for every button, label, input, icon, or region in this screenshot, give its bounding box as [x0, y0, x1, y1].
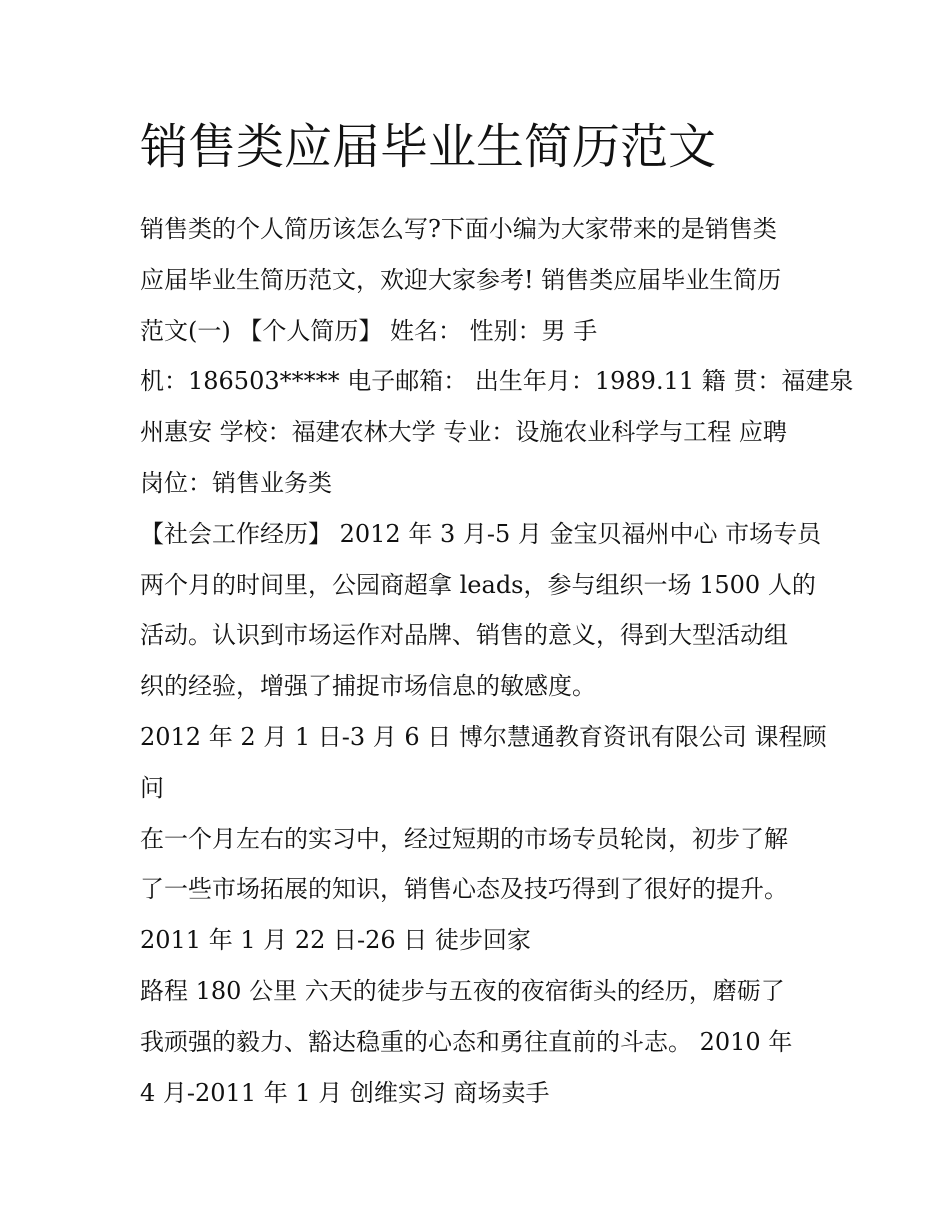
- text-line: 岗位：销售业务类: [140, 468, 332, 497]
- text-line: 2011 年 1 月 22 日-26 日 徒步回家: [140, 926, 531, 955]
- text-line: 应届毕业生简历范文，欢迎大家参考! 销售类应届毕业生简历: [140, 265, 782, 294]
- text-line: 了一些市场拓展的知识，销售心态及技巧得到了很好的提升。: [140, 875, 788, 904]
- document-page: [140, 112, 854, 1118]
- text-line: 我顽强的毅力、豁达稳重的心态和勇往直前的斗志。 2010 年: [140, 1027, 793, 1056]
- text-line: 范文(一) 【个人简历】 姓名： 性别：男 手: [140, 316, 598, 345]
- text-line: 销售类的个人简历该怎么写?下面小编为大家带来的是销售类: [140, 215, 777, 243]
- text-line: 两个月的时间里，公园商超拿 leads，参与组织一场 1500 人的: [140, 570, 816, 599]
- text-line: 问: [140, 773, 164, 802]
- document-title: 销售类应届毕业生简历范文: [140, 119, 717, 175]
- text-line: 2012 年 2 月 1 日-3 月 6 日 博尔慧通教育资讯有限公司 课程顾: [140, 722, 827, 751]
- document-body: [140, 204, 854, 1118]
- text-line: 活动。认识到市场运作对品牌、销售的意义，得到大型活动组: [140, 621, 788, 650]
- text-line: 州惠安 学校：福建农林大学 专业：设施农业科学与工程 应聘: [140, 418, 787, 447]
- text-line: 4 月-2011 年 1 月 创维实习 商场卖手: [140, 1078, 550, 1107]
- text-line: 机：186503***** 电子邮箱： 出生年月：1989.11 籍 贯：福建泉: [140, 367, 854, 396]
- text-line: 在一个月左右的实习中，经过短期的市场专员轮岗，初步了解: [140, 824, 788, 853]
- text-line: 织的经验，增强了捕捉市场信息的敏感度。: [140, 672, 596, 701]
- text-line: 路程 180 公里 六天的徒步与五夜的夜宿街头的经历，磨砺了: [140, 976, 785, 1005]
- text-line: 【社会工作经历】 2012 年 3 月-5 月 金宝贝福州中心 市场专员: [140, 519, 822, 548]
